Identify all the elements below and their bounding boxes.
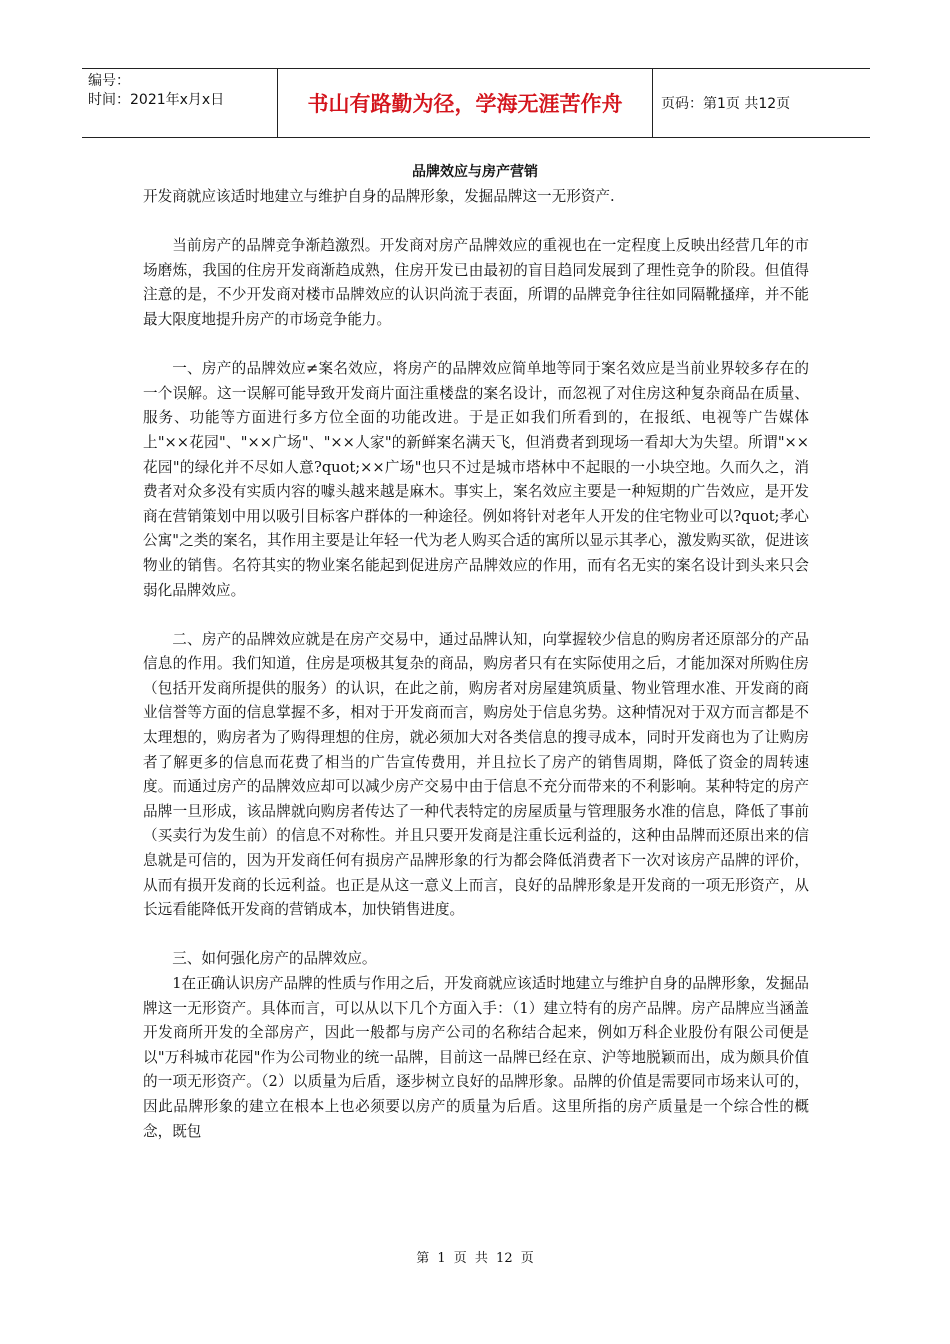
date-label: 时间：2021年x月x日 xyxy=(88,92,225,108)
page-footer: 第 1 页 共 12 页 xyxy=(416,1251,534,1266)
header-motto: 书山有路勤为径，学海无涯苦作舟 xyxy=(278,69,653,137)
number-label: 编号： xyxy=(88,73,130,89)
document-title: 品牌效应与房产营销 xyxy=(412,164,538,180)
paragraph-intro: 开发商就应该适时地建立与维护自身的品牌形象，发掘品牌这一无形资产. xyxy=(143,188,615,205)
paragraph-section-one: 一、房产的品牌效应≠案名效应，将房产的品牌效应简单地等同于案名效应是当前业界较多存在的一个误解。这一误解可能导致开发商片面注重楼盘的案名设计，而忽视了对住房这种复杂商品在质量、服务、功能等方面进行多方位全面的功能改进。于是正如我们所看到的，在报纸、电视等广告媒体上"××花园"、"××广场"、"××人家"的新鲜案名满天飞，但消费者到现场一看却大为失望。所谓"××花园"的绿化并不尽如人意?quot;××广场"也只不过是城市塔林中不起眼的一小块空地。久而久之，消费者对众多没有实质内容的噱头越来越是麻木。事实上，案名效应主要是一种短期的广告效应，是开发商在营销策划中用以吸引目标客户群体的一种途径。例如将针对老年人开发的住宅物业可以?quot;孝心公寓"之类的案名，其作用主要是让年轻一代为老人购买合适的寓所以显示其孝心，激发购买欲，促进该物业的销售。名符其实的物业案名能起到促进房产品牌效应的作用，而有名无实的案名设计到头来只会弱化品牌效应。 xyxy=(143,360,809,599)
paragraph-section-three-heading: 三、如何强化房产的品牌效应。 xyxy=(172,950,377,968)
paragraph-section-two: 二、房产的品牌效应就是在房产交易中，通过品牌认知，向掌握较少信息的购房者还原部分的产品信息的作用。我们知道，住房是项极其复杂的商品，购房者只有在实际使用之后，才能加深对所购住房（包括开发商所提供的服务）的认识，在此之前，购房者对房屋建筑质量、物业管理水准、开发商的商业信誉等方面的信息掌握不多，相对于开发商而言，购房处于信息劣势。这种情况对于双方而言都是不太理想的，购房者为了购得理想的住房，就必须加大对各类信息的搜寻成本，同时开发商也为了让购房者了解更多的信息而花费了相当的广告宣传费用，并且拉长了房产的销售周期，降低了资金的周转速度。而通过房产的品牌效应却可以减少房产交易中由于信息不充分而带来的不利影响。某种特定的房产品牌一旦形成，该品牌就向购房者传达了一种代表特定的房屋质量与管理服务水准的信息，降低了事前（买卖行为发生前）的信息不对称性。并且只要开发商是注重长远利益的，这种由品牌而还原出来的信息就是可信的，因为开发商任何有损房产品牌形象的行为都会降低消费者下一次对该房产品牌的评价，从而有损开发商的长远利益。也正是从这一意义上而言，良好的品牌形象是开发商的一项无形资产，从长远看能降低开发商的营销成本，加快销售进度。 xyxy=(143,630,809,919)
header-meta xyxy=(82,69,278,137)
header-table xyxy=(82,68,870,138)
paragraph-competition: 当前房产的品牌竞争渐趋激烈。开发商对房产品牌效应的重视也在一定程度上反映出经营几年的市场磨炼，我国的住房开发商渐趋成熟，住房开发已由最初的盲目趋同发展到了理性竞争的阶段。但值得注意的是，不少开发商对楼市品牌效应的认识尚流于表面，所谓的品牌竞争往往如同隔靴搔痒，并不能最大限度地提升房产的市场竞争能力。 xyxy=(143,237,809,328)
paragraph-section-three-body: 1在正确认识房产品牌的性质与作用之后，开发商就应该适时地建立与维护自身的品牌形象，发掘品牌这一无形资产。具体而言，可以从以下几个方面入手：（1）建立特有的房产品牌。房产品牌应当涵盖开发商所开发的全部房产，因此一般都与房产公司的名称结合起来，例如万科企业股份有限公司便是以"万科城市花园"作为公司物业的统一品牌，目前这一品牌已经在京、沪等地脱颖而出，成为颇具价值的一项无形资产。（2）以质量为后盾，逐步树立良好的品牌形象。品牌的价值是需要同市场来认可的，因此品牌形象的建立在根本上也必须要以房产的质量为后盾。这里所指的房产质量是一个综合性的概念，既包 xyxy=(143,975,810,1140)
header-page-info: 页码：第1页 共12页 xyxy=(661,96,791,112)
document-body xyxy=(143,185,809,1144)
